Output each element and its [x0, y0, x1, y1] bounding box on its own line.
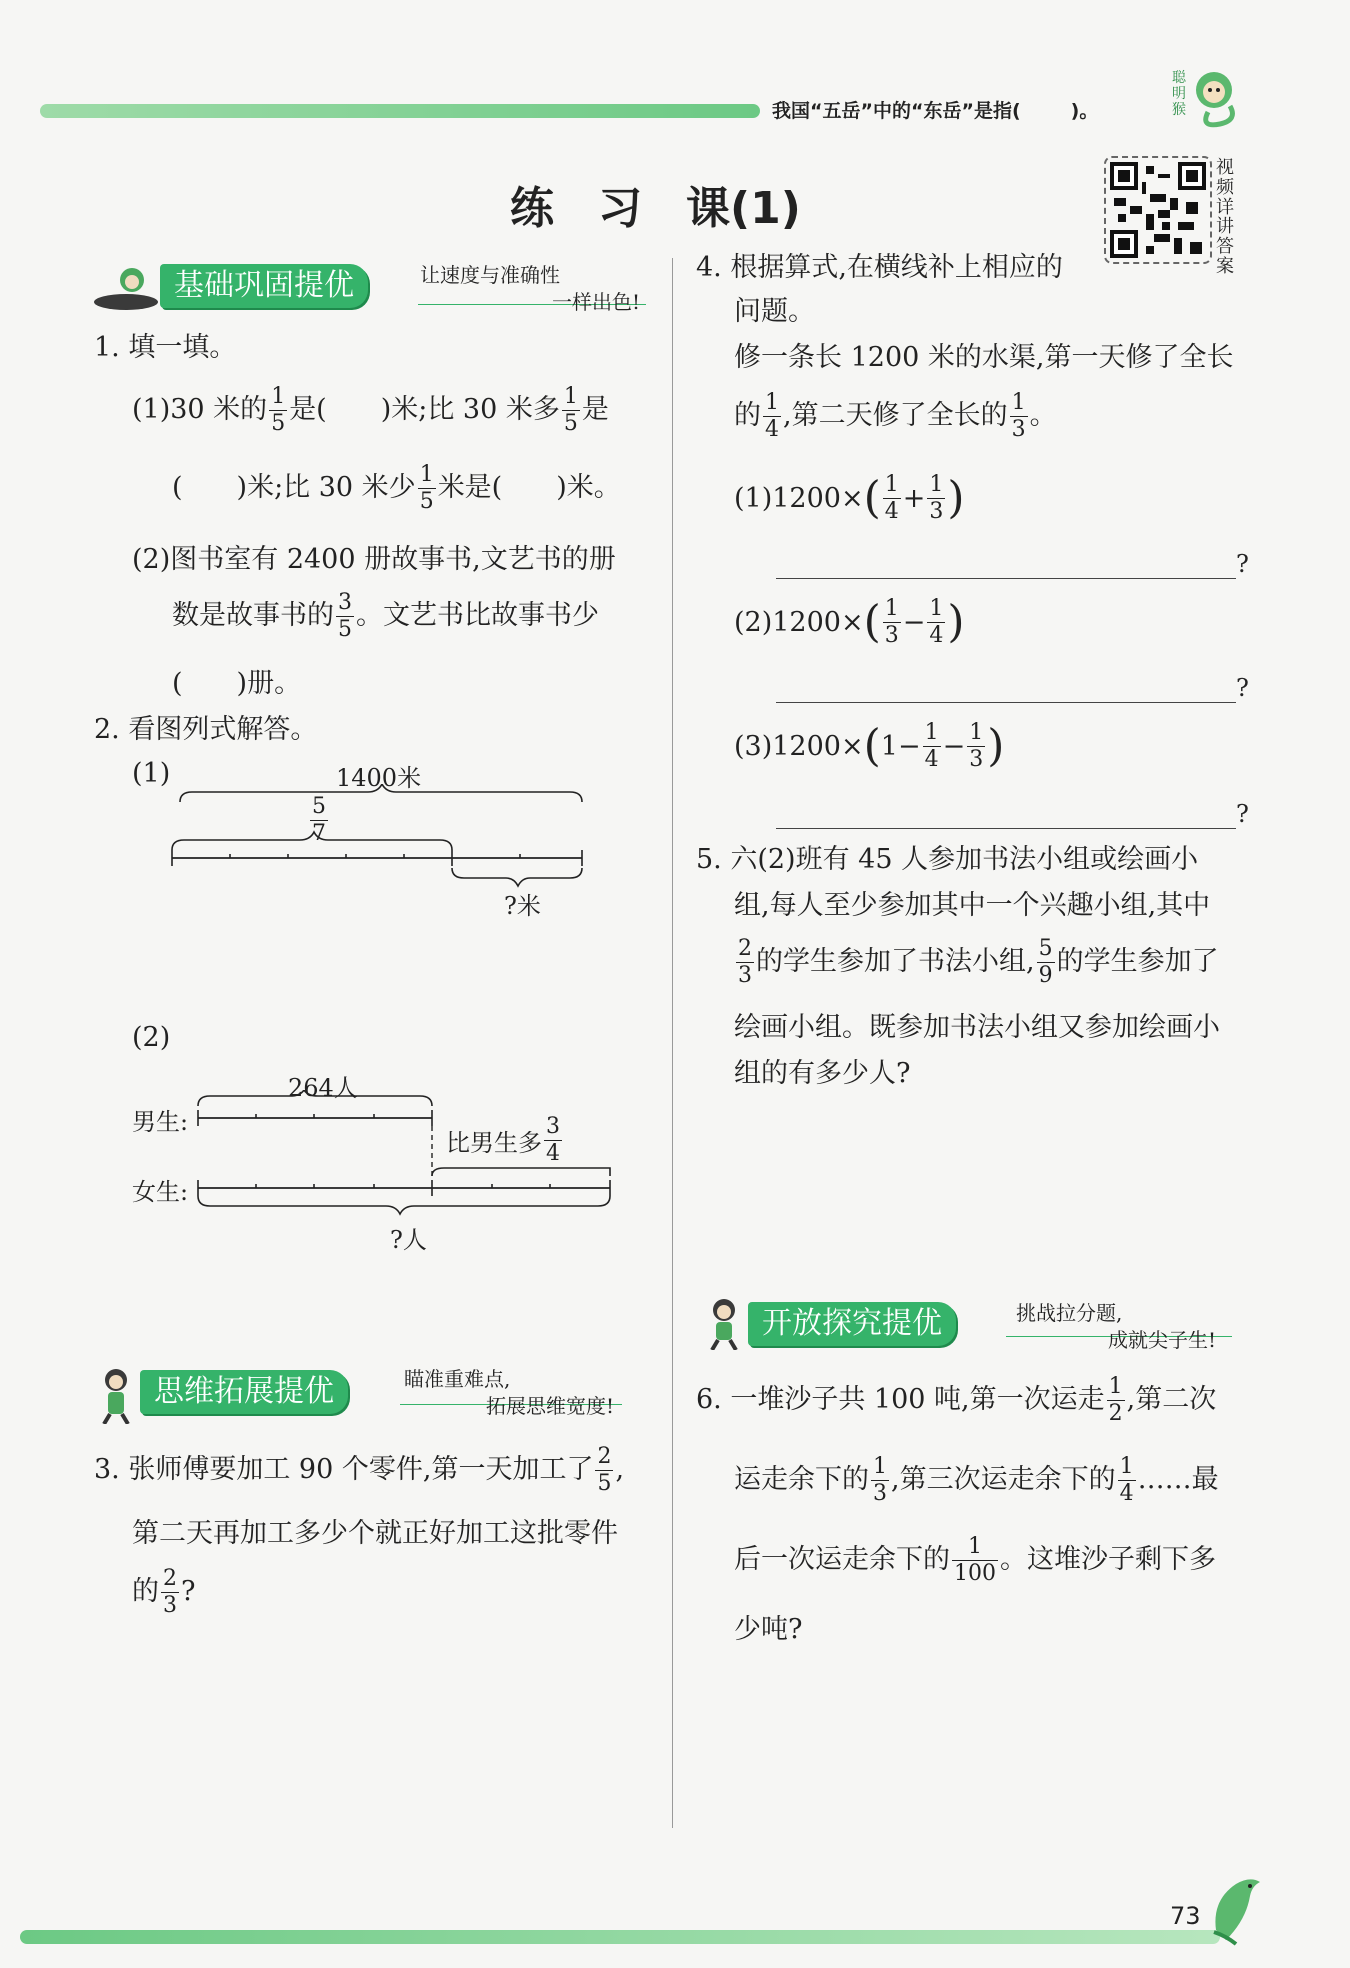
q4-qmark-2: ? — [1236, 674, 1249, 702]
q1-heading: 1. 填一填。 — [94, 332, 237, 363]
mascot-name: 聪明猴 — [1172, 70, 1186, 119]
q3-line2: 第二天再加工多少个就正好加工这批零件 — [132, 1518, 618, 1549]
q2-diagram2-boys-total: 264人 — [288, 1074, 358, 1102]
q4-expr3: (3)1200×(1− $\frac{1}{4}$ − $\frac{1}{3}$ ) — [734, 720, 1005, 772]
q2-diagram2-more: 比男生多 $\frac{3}{4}$ — [446, 1114, 560, 1166]
q2-diagram1-fraction: $\frac{5}{7}$ — [312, 794, 326, 846]
q1-part1-line1: (1)30 米的 $\frac{1}{5}$ 是( )米;比 30 米多 $\frac{1}{5}$ 是 — [132, 384, 609, 436]
qr-code-icon[interactable] — [1104, 156, 1212, 264]
page-title: 练 习 课(1) — [510, 183, 801, 234]
q4-story-line2: 的 $\frac{1}{4}$ ,第二天修了全长的 $\frac{1}{3}$ 。 — [734, 390, 1057, 442]
q4-qmark-1: ? — [1236, 550, 1249, 578]
q1-part1-line2: ( )米;比 30 米少 $\frac{1}{5}$ 米是( )米。 — [172, 462, 621, 514]
fraction-3-4: $\frac{3}{4}$ — [546, 1114, 560, 1166]
q4-answer-line-3[interactable] — [776, 828, 1236, 829]
q6-line4: 少吨? — [734, 1614, 803, 1645]
q5-line5: 组的有多少人? — [734, 1058, 911, 1089]
fraction-3-5: $\frac{3}{5}$ — [338, 590, 352, 642]
qr-label: 视频详讲答案 — [1216, 157, 1234, 277]
q4-story-line1: 修一条长 1200 米的水渠,第一天修了全长 — [734, 342, 1234, 373]
footer-band — [20, 1930, 1220, 1944]
q5-line4: 绘画小组。既参加书法小组又参加绘画小 — [734, 1012, 1220, 1043]
q1-part2-line1: (2)图书室有 2400 册故事书,文艺书的册 — [132, 544, 616, 575]
q5-line3: $\frac{2}{3}$ 的学生参加了书法小组, $\frac{5}{9}$ 的学生参加了 — [738, 936, 1219, 988]
dolphin-icon — [1206, 1870, 1270, 1946]
fraction-1-4: $\frac{1}{4}$ — [765, 390, 779, 442]
q4-heading-line2: 问题。 — [734, 296, 815, 327]
fraction-1-4: $\frac{1}{4}$ — [1119, 1454, 1134, 1506]
thinking-mascot-icon — [94, 1366, 140, 1424]
q4-answer-line-2[interactable] — [776, 702, 1236, 703]
section-basic-banner: 基础巩固提优 — [160, 264, 368, 308]
fraction-5-9: $\frac{5}{9}$ — [1038, 936, 1053, 988]
page-number: 73 — [1170, 1902, 1201, 1930]
q3-line3: 的 $\frac{2}{3}$ ? — [132, 1566, 196, 1618]
header-quiz: 我国“五岳”中的“东岳”是指( )。 — [772, 100, 1099, 122]
q4-expr2: (2)1200×( $\frac{1}{3}$ − $\frac{1}{4}$ ) — [734, 596, 965, 648]
fraction-2-5: $\frac{2}{5}$ — [597, 1444, 612, 1496]
fraction-1-2: $\frac{1}{2}$ — [1108, 1374, 1123, 1426]
q3-line1: 3. 张师傅要加工 90 个零件,第一天加工了 $\frac{2}{5}$ , — [94, 1444, 625, 1496]
column-divider — [672, 258, 673, 1828]
fraction-1-5: $\frac{1}{5}$ — [419, 462, 434, 514]
fraction-2-3: $\frac{2}{3}$ — [738, 936, 752, 988]
q2-diagram2-ask: ?人 — [390, 1226, 427, 1254]
open-slogan: 挑战拉分题, 成就尖子生! — [1016, 1301, 1216, 1352]
thinking-slogan: 瞄准重难点, 拓展思维宽度! — [404, 1367, 614, 1418]
q2-girls-label: 女生: — [132, 1178, 189, 1206]
fraction-1-5: $\frac{1}{5}$ — [271, 384, 286, 436]
basic-mascot-icon — [92, 262, 162, 312]
basic-slogan: 让速度与准确性 一样出色! — [420, 263, 640, 314]
header-band — [40, 104, 760, 118]
q4-heading-line1: 4. 根据算式,在横线补上相应的 — [696, 252, 1063, 283]
q2-heading: 2. 看图列式解答。 — [94, 714, 318, 745]
q5-line1: 5. 六(2)班有 45 人参加书法小组或绘画小 — [696, 844, 1199, 875]
fraction-1-5: $\frac{1}{5}$ — [563, 384, 578, 436]
section-thinking-banner: 思维拓展提优 — [140, 1370, 348, 1414]
q4-answer-line-1[interactable] — [776, 578, 1236, 579]
q2-diagram1-label: (1) — [132, 758, 171, 789]
fraction-1-3: $\frac{1}{3}$ — [1011, 390, 1026, 442]
q2-diagram1-ask: ?米 — [504, 892, 541, 920]
open-mascot-icon — [700, 1296, 748, 1350]
q6-line1: 6. 一堆沙子共 100 吨,第一次运走 $\frac{1}{2}$ ,第二次 — [696, 1374, 1217, 1426]
q6-line3: 后一次运走余下的 $\frac{1}{100}$ 。这堆沙子剩下多 — [734, 1534, 1216, 1586]
q2-diagram1 — [160, 784, 600, 894]
q1-part2-line3: ( )册。 — [172, 668, 302, 699]
q2-boys-label: 男生: — [132, 1108, 189, 1136]
q5-line2: 组,每人至少参加其中一个兴趣小组,其中 — [734, 890, 1211, 921]
q4-expr1: (1)1200×( $\frac{1}{4}$ + $\frac{1}{3}$ ) — [734, 472, 965, 524]
section-open-banner: 开放探究提优 — [748, 1302, 956, 1346]
fraction-2-3: $\frac{2}{3}$ — [163, 1566, 177, 1618]
fraction-1-100: $\frac{1}{100}$ — [954, 1534, 996, 1586]
fraction-1-3: $\frac{1}{3}$ — [873, 1454, 887, 1506]
q2-diagram1-total: 1400米 — [336, 764, 422, 792]
q1-part2-line2: 数是故事书的 $\frac{3}{5}$ 。文艺书比故事书少 — [172, 590, 599, 642]
q4-qmark-3: ? — [1236, 800, 1249, 828]
q6-line2: 运走余下的 $\frac{1}{3}$ ,第三次运走余下的 $\frac{1}{4}$ ……最 — [734, 1454, 1219, 1506]
q2-diagram2-label: (2) — [132, 1022, 171, 1053]
q2-diagram2 — [190, 1090, 630, 1220]
